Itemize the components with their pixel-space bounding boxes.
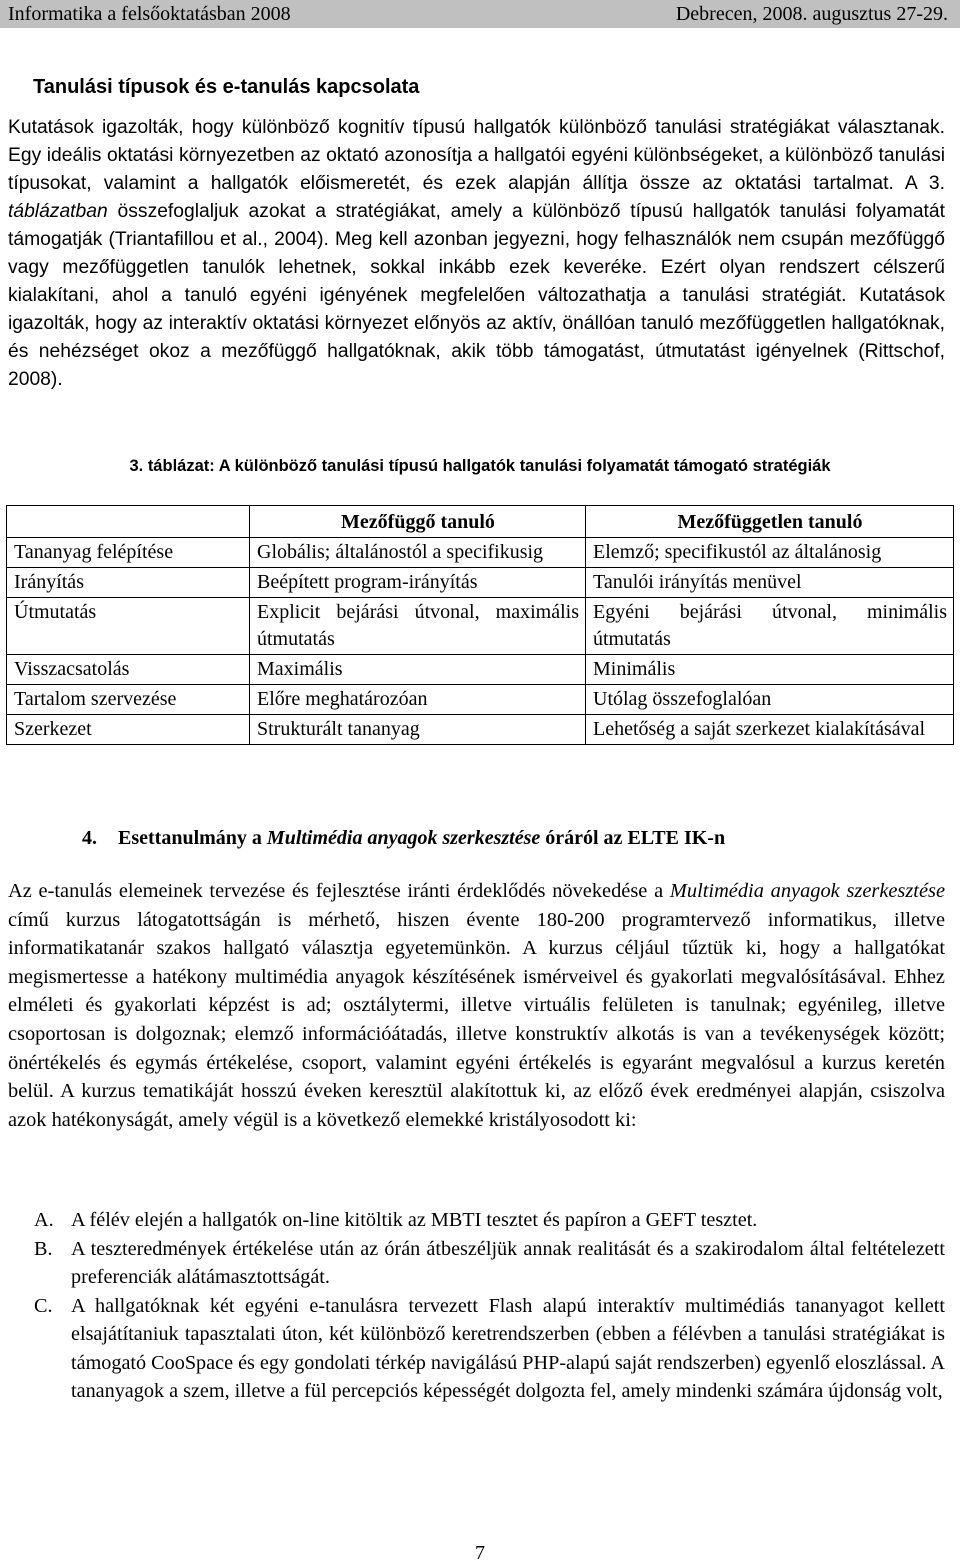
section-4-title-a: Esettanulmány a	[118, 827, 267, 849]
paragraph2-italic: Multimédia anyagok szerkesztése	[669, 880, 945, 902]
table-cell: Irányítás	[7, 568, 250, 598]
list-item-text: A félév elején a hallgatók on-line kitöltik az MBTI tesztet és papíron a GEFT tesztet.	[71, 1209, 758, 1231]
table-cell: Minimális	[586, 655, 954, 685]
page-number: 7	[475, 1542, 485, 1564]
list-item	[8, 1292, 945, 1406]
paragraph-case-study	[8, 877, 945, 1134]
table-header-cell	[7, 506, 250, 538]
paragraph2-text-b: című kurzus látogatottságán is mérhető, hiszen évente 180-200 programtervező informatikus, illetve informatikatanár szakos hallgató választja egyetemünkön. A kurzus céljául tűztük ki, hogy a hallgatókat megismertesse a hatékony multimédia anyagok készítésének ismérveivel és gyakorlati megvalósításával. Ehhez elméleti és gyakorlati képzést is ad; osztálytermi, illetve virtuális felületen is tanulnak; egyénileg, illetve csoportosan is dolgoznak; elemző információátadás, illetve konstruktív alkotás is van a tevékenységek között; önértékelés és egymás értékelése, csoport, valamint egyéni értékelés is egyaránt megvalósul a kurzus keretén belül. A kurzus tematikáját hosszú éveken keresztül alakítottuk ki, az előző évek eredményei alapján, csiszolva azok hatékonyságát, amely végül is a következő elemekké kristályosodott ki:	[8, 908, 945, 1131]
table-row	[7, 568, 954, 598]
list-marker: B.	[34, 1237, 53, 1260]
table-row	[7, 685, 954, 715]
table-cell: Globális; általánostól a specifikusig	[250, 538, 586, 568]
section-4-heading	[82, 824, 725, 852]
running-header	[0, 0, 960, 28]
table-cell: Lehetőség a saját szerkezet kialakításával	[586, 715, 954, 745]
table-cell: Útmutatás	[7, 598, 250, 655]
table-cell: Explicit bejárási útvonal, maximális útmutatás	[250, 598, 586, 655]
list-marker: A.	[34, 1209, 54, 1231]
section-4-number: 4.	[82, 827, 97, 849]
table-header-cell: Mezőfüggetlen tanuló	[586, 506, 954, 538]
table-cell: Tanulói irányítás menüvel	[586, 568, 954, 598]
table-row	[7, 715, 954, 745]
paragraph2-text-a: Az e-tanulás elemeinek tervezése és fejlesztése iránti érdeklődés növekedése a	[8, 880, 670, 902]
table-cell: Utólag összefoglalóan	[586, 685, 954, 715]
table-cell: Tananyag felépítése	[7, 538, 250, 568]
paragraph-learning-types	[8, 114, 945, 394]
table-cell: Egyéni bejárási útvonal, minimális útmutatás	[586, 598, 954, 655]
table-cell: Strukturált tananyag	[250, 715, 586, 745]
table-cell: Maximális	[250, 655, 586, 685]
table-cell: Visszacsatolás	[7, 655, 250, 685]
paragraph1-italic: táblázatban	[8, 201, 108, 222]
table-cell: Előre meghatározóan	[250, 685, 586, 715]
header-conference-title: Informatika a felsőoktatásban 2008	[8, 3, 291, 25]
table-header-row	[7, 506, 954, 538]
list-item	[8, 1235, 945, 1292]
table-header-cell: Mezőfüggő tanuló	[250, 506, 586, 538]
table-row	[7, 655, 954, 685]
course-elements-list	[8, 1206, 945, 1406]
section-title: Tanulási típusok és e-tanulás kapcsolata	[33, 76, 420, 98]
table-cell: Tartalom szervezése	[7, 685, 250, 715]
section-4-title-b: óráról az ELTE IK-n	[540, 827, 726, 849]
strategy-table	[6, 505, 954, 745]
table-cell: Elemző; specifikustól az általánosig	[586, 538, 954, 568]
table-cell: Beépített program-irányítás	[250, 568, 586, 598]
header-location-date: Debrecen, 2008. augusztus 27-29.	[675, 3, 948, 25]
table-row	[7, 598, 954, 655]
table-row	[7, 538, 954, 568]
list-item	[8, 1206, 945, 1235]
list-item-text: A teszteredmények értékelése után az órán átbeszéljük annak realitását és a szakirodalom által feltételezett preferenciák alátámasztottságát.	[71, 1237, 945, 1288]
paragraph1-text-b: összefoglaljuk azokat a stratégiákat, amely a különböző típusú hallgatók tanulási folyamatát támogatják (Triantafillou et al., 2004). Meg kell azonban jegyezni, hogy felhasználók nem csupán mezőfüggő vagy mezőfüggetlen tanulók lehetnek, sokkal inkább ezek keveréke. Ezért olyan rendszert célszerű kialakítani, ahol a tanuló egyéni igényének megfelelően változathatja a tanulási stratégiát. Kutatások igazolták, hogy az interaktív oktatási környezet előnyös az aktív, önállóan tanuló mezőfüggetlen hallgatóknak, és nehézséget okoz a mezőfüggő hallgatóknak, akik több támogatást, útmutatást igényelnek (Rittschof, 2008).	[8, 201, 945, 390]
paragraph1-text-a: Kutatások igazolták, hogy különböző kognitív típusú hallgatók különböző tanulási stratégiákat választanak. Egy ideális oktatási környezetben az oktató azonosítja a hallgatói egyéni különbségeket, a különböző tanulási típusokat, valamint a hallgatók előismeretét, és ezek alapján állítja össze az oktatási tartalmat. A 3.	[8, 117, 945, 194]
table-cell: Szerkezet	[7, 715, 250, 745]
section-4-title-italic: Multimédia anyagok szerkesztése	[266, 827, 541, 849]
table-caption: 3. táblázat: A különböző tanulási típusú hallgatók tanulási folyamatát támogató stratégiák	[129, 457, 831, 475]
list-marker: C.	[34, 1294, 53, 1317]
list-item-text: A hallgatóknak két egyéni e-tanulásra tervezett Flash alapú interaktív multimédiás tananyagot kellett elsajátítaniuk tapasztalati úton, két különböző keretrendszerben (ebben a félévben a tanulási stratégiákat is támogató CooSpace és egy gondolati térkép navigálású PHP-alapú saját rendszerben) egyenlő eloszlással. A tananyagok a szem, illetve a fül percepciós képességét dolgozta fel, amely mindenki számára újdonság volt,	[71, 1294, 945, 1402]
